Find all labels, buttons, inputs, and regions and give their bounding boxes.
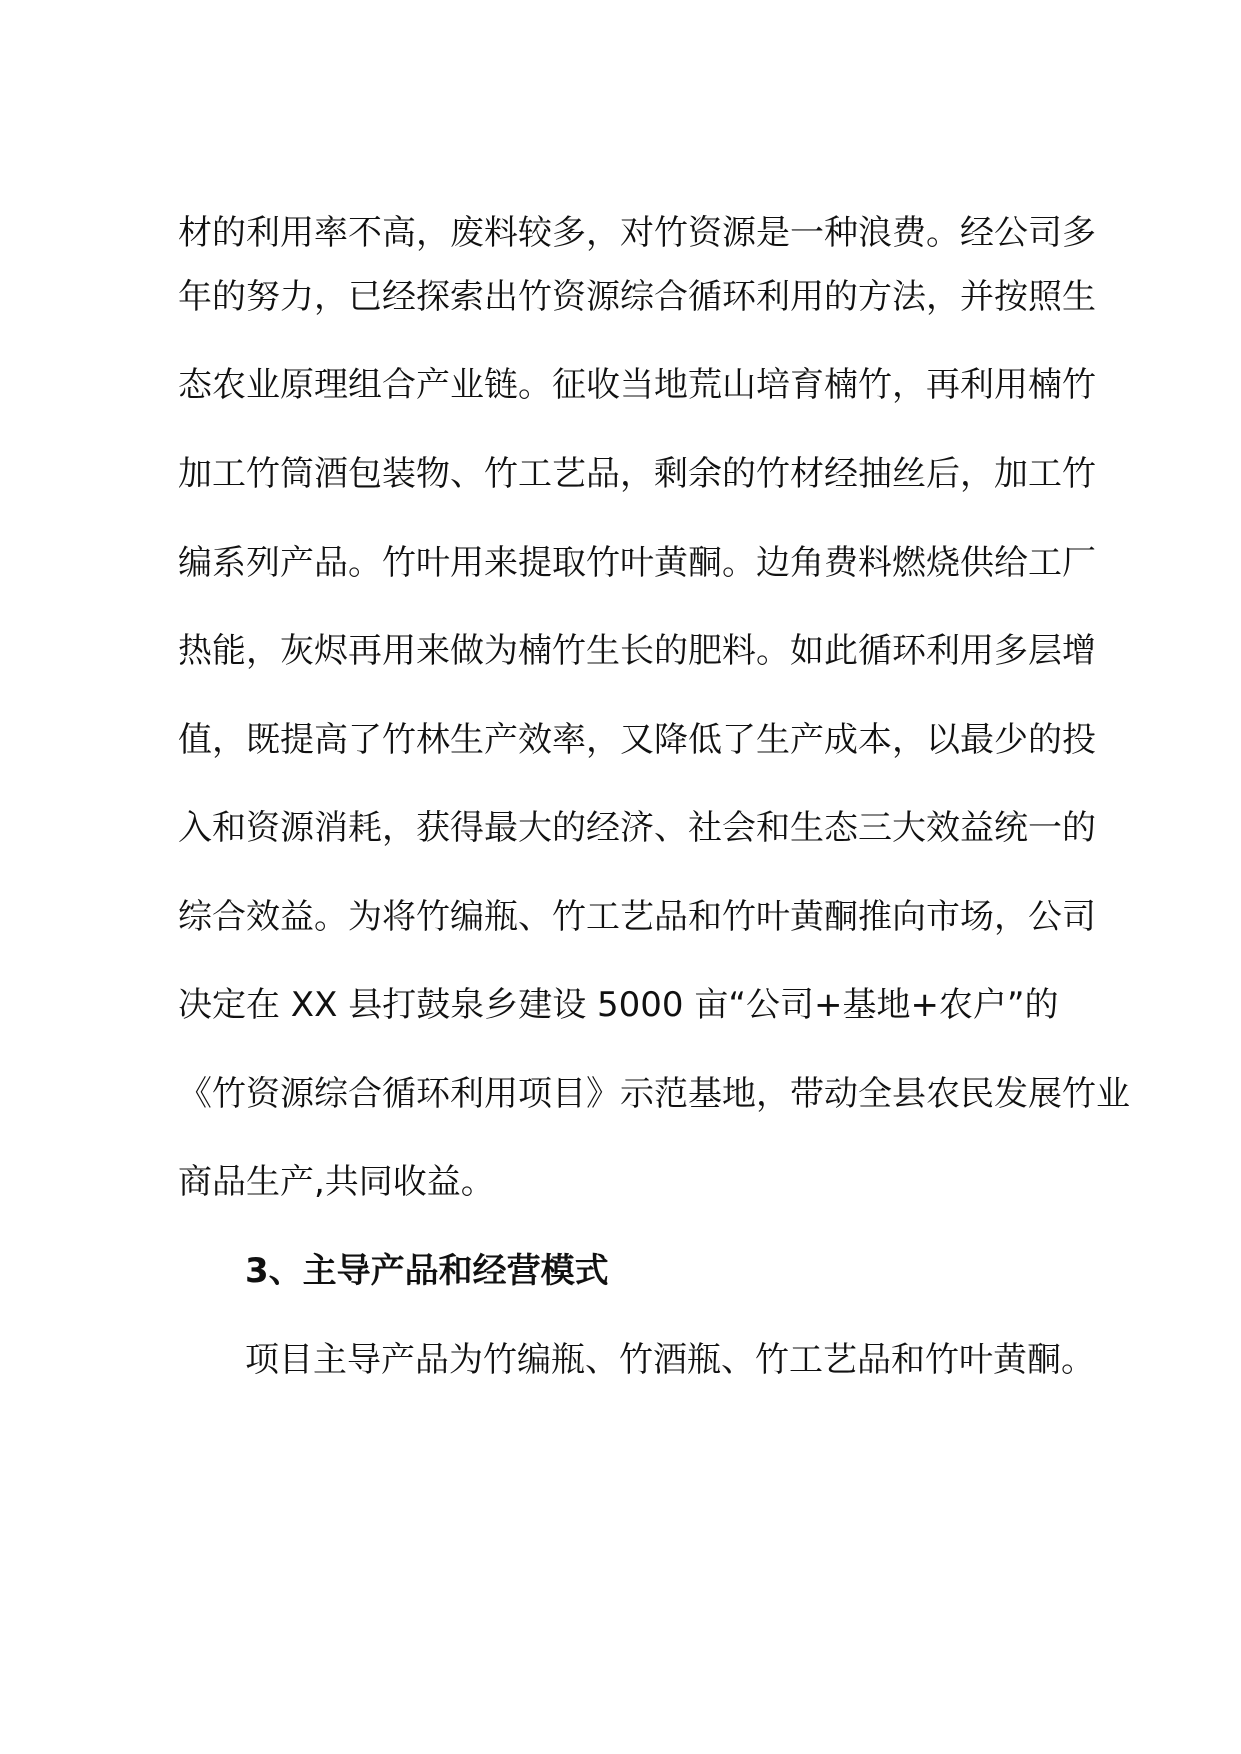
body-text-line: 综合效益。为将竹编瓶、竹工艺品和竹叶黄酮推向市场，公司: [178, 897, 1096, 937]
body-text-line: 年的努力，已经探索出竹资源综合循环利用的方法，并按照生: [178, 277, 1096, 317]
body-text-line: 热能，灰烬再用来做为楠竹生长的肥料。如此循环利用多层增: [178, 631, 1096, 671]
body-text-line: 项目主导产品为竹编瓶、竹酒瓶、竹工艺品和竹叶黄酮。: [245, 1340, 1095, 1380]
body-text-line: 入和资源消耗，获得最大的经济、社会和生态三大效益统一的: [178, 808, 1096, 848]
section-heading: 3、主导产品和经营模式: [245, 1251, 609, 1291]
body-text-line: 《竹资源综合循环利用项目》示范基地，带动全县农民发展竹业: [178, 1074, 1130, 1114]
body-text-line: 商品生产,共同收益。: [178, 1162, 495, 1202]
body-text-line: 加工竹筒酒包装物、竹工艺品，剩余的竹材经抽丝后，加工竹: [178, 454, 1096, 494]
body-text-line: 态农业原理组合产业链。征收当地荒山培育楠竹，再利用楠竹: [178, 365, 1096, 405]
body-text-line: 编系列产品。竹叶用来提取竹叶黄酮。边角费料燃烧供给工厂: [178, 543, 1096, 583]
body-text-line: 决定在 XX 县打鼓泉乡建设 5000 亩“公司+基地+农户”的: [178, 985, 1059, 1025]
body-text-line: 材的利用率不高，废料较多，对竹资源是一种浪费。经公司多: [178, 213, 1096, 253]
body-text-line: 值，既提高了竹林生产效率，又降低了生产成本，以最少的投: [178, 720, 1096, 760]
